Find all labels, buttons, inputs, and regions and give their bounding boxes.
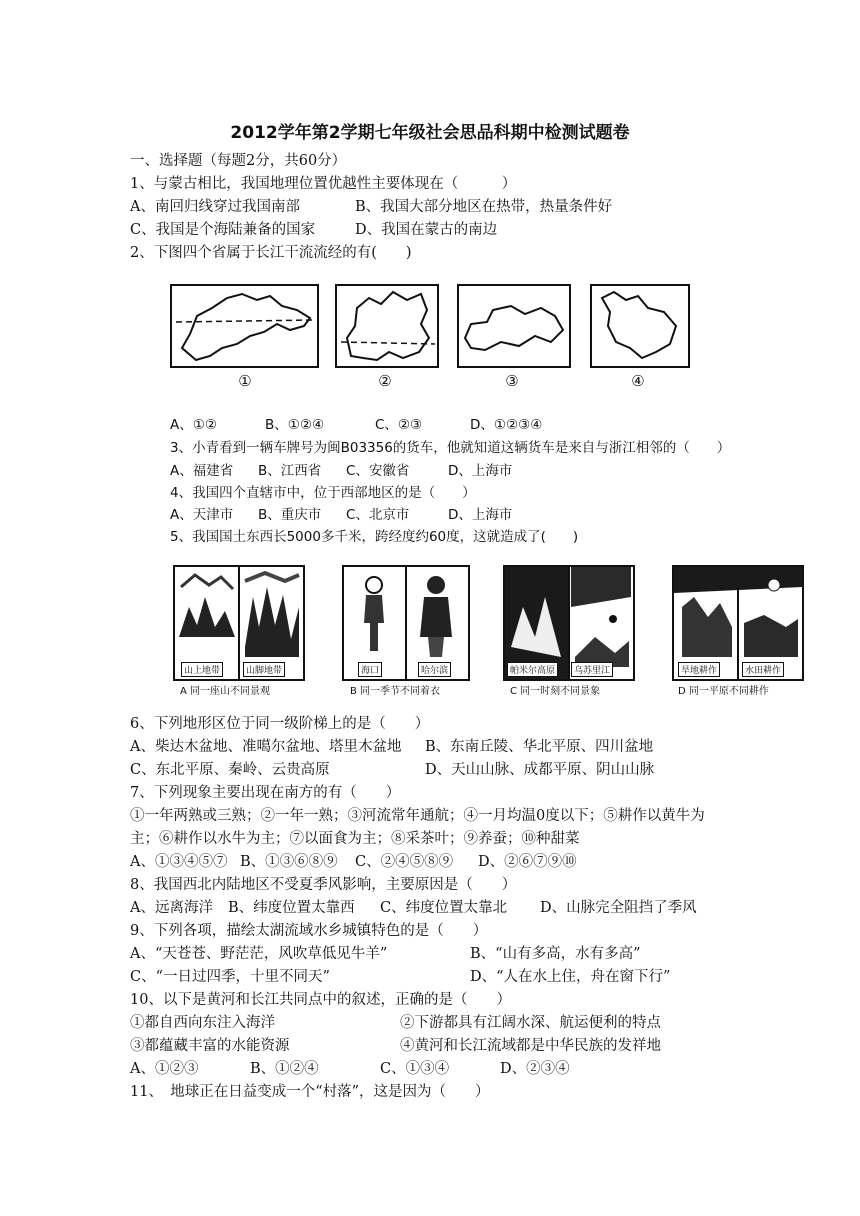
picture-b-caption: B 同一季节不同着衣 <box>350 686 441 697</box>
picture-d-caption: D 同一平原不同耕作 <box>678 686 769 697</box>
picture-a-right-label: 山脚地带 <box>243 662 285 677</box>
question-11-stem: 11、 地球正在日益变成一个“村落”，这是因为（ ） <box>130 1084 490 1100</box>
question-4-stem: 4、我国四个直辖市中，位于西部地区的是（ ） <box>170 485 476 501</box>
question-6-option-a: A、柴达木盆地、准噶尔盆地、塔里木盆地 <box>130 739 402 755</box>
question-8-option-b: B、纬度位置太靠西 <box>228 900 355 916</box>
picture-d-left-label: 旱地耕作 <box>678 662 720 677</box>
question-1-option-c: C、我国是个海陆兼备的国家 <box>130 222 316 238</box>
picture-d-right-label: 水田耕作 <box>742 662 784 677</box>
picture-c-right-label: 乌苏里江 <box>571 662 613 677</box>
question-8-option-d: D、山脉完全阻挡了季风 <box>540 900 697 916</box>
question-10-item-4: ④黄河和长江流域都是中华民族的发祥地 <box>400 1038 661 1054</box>
question-7-option-b: B、①③⑥⑧⑨ <box>240 854 338 870</box>
province-map-2 <box>335 284 439 368</box>
question-7-option-d: D、②⑥⑦⑨⑩ <box>478 854 577 870</box>
picture-b-left-label: 海口 <box>358 662 382 677</box>
question-1-option-d: D、我国在蒙古的南边 <box>355 222 498 238</box>
question-10-option-b: B、①②④ <box>250 1061 319 1077</box>
picture-a-left-label: 山上地带 <box>181 662 223 677</box>
map-label-4: ④ <box>631 372 645 390</box>
picture-d <box>672 565 804 681</box>
question-10-option-a: A、①②③ <box>130 1061 199 1077</box>
question-2-option-d: D、①②③④ <box>470 417 543 433</box>
question-4-option-b: B、重庆市 <box>258 507 322 523</box>
question-2-option-a: A、①② <box>170 417 217 433</box>
map-label-3: ③ <box>505 372 519 390</box>
question-8-option-c: C、纬度位置太靠北 <box>380 900 508 916</box>
question-4-option-a: A、天津市 <box>170 507 234 523</box>
picture-b-right-label: 哈尔滨 <box>418 662 451 677</box>
question-2-option-c: C、②③ <box>375 417 423 433</box>
province-map-1 <box>170 284 319 368</box>
question-9-option-b: B、“山有多高，水有多高” <box>470 946 641 962</box>
map-label-1: ① <box>238 372 252 390</box>
question-8-stem: 8、我国西北内陆地区不受夏季风影响，主要原因是（ ） <box>130 877 517 893</box>
question-3-stem: 3、小青看到一辆车牌号为闽B03356的货车，他就知道这辆货车是来自与浙江相邻的（ ） <box>170 440 731 456</box>
question-10-item-3: ③都蕴藏丰富的水能资源 <box>130 1038 290 1054</box>
picture-a-caption: A 同一座山不同景观 <box>180 686 271 697</box>
province-outline-3 <box>459 286 569 366</box>
question-9-stem: 9、下列各项，描绘太湖流域水乡城镇特色的是（ ） <box>130 923 488 939</box>
picture-c <box>503 565 635 681</box>
province-outline-4 <box>592 286 688 366</box>
picture-b <box>342 565 470 681</box>
question-9-option-a: A、“天苍苍、野茫茫，风吹草低见牛羊” <box>130 946 388 962</box>
question-6-option-d: D、天山山脉、成都平原、阴山山脉 <box>425 762 655 778</box>
section-heading: 一、选择题（每题2分，共60分） <box>130 153 347 169</box>
question-6-stem: 6、下列地形区位于同一级阶梯上的是（ ） <box>130 716 430 732</box>
question-8-option-a: A、远离海洋 <box>130 900 213 916</box>
question-9-option-c: C、“一日过四季，十里不同天” <box>130 969 330 985</box>
question-3-option-c: C、安徽省 <box>346 463 410 479</box>
question-9-option-d: D、“人在水上住，舟在窗下行” <box>470 969 671 985</box>
province-outline-1 <box>172 286 317 366</box>
question-7-items-line1: ①一年两熟或三熟；②一年一熟；③河流常年通航；④一月均温0度以下；⑤耕作以黄牛为 <box>130 808 705 824</box>
question-5-stem: 5、我国国土东西长5000多千米，跨经度约60度，这就造成了( ) <box>170 529 579 545</box>
picture-a <box>173 565 305 681</box>
question-1-option-b: B、我国大部分地区在热带，热量条件好 <box>355 199 613 215</box>
question-3-option-b: B、江西省 <box>258 463 322 479</box>
question-10-option-c: C、①③④ <box>380 1061 450 1077</box>
question-7-stem: 7、下列现象主要出现在南方的有（ ） <box>130 785 401 801</box>
question-4-option-c: C、北京市 <box>346 507 410 523</box>
province-map-3 <box>457 284 571 368</box>
question-1-option-a: A、南回归线穿过我国南部 <box>130 199 300 215</box>
question-10-item-2: ②下游都具有江阔水深、航运便利的特点 <box>400 1015 661 1031</box>
province-map-4 <box>590 284 690 368</box>
page-title: 2012学年第2学期七年级社会思品科期中检测试题卷 <box>230 123 630 143</box>
question-4-option-d: D、上海市 <box>448 507 513 523</box>
question-7-option-a: A、①③④⑤⑦ <box>130 854 228 870</box>
picture-c-left-label: 帕米尔高原 <box>507 662 558 677</box>
province-outline-2 <box>337 286 437 366</box>
question-10-item-1: ①都自西向东注入海洋 <box>130 1015 275 1031</box>
question-6-option-b: B、东南丘陵、华北平原、四川盆地 <box>425 739 654 755</box>
map-label-2: ② <box>378 372 392 390</box>
question-1-stem: 1、与蒙古相比，我国地理位置优越性主要体现在（ ） <box>130 176 517 192</box>
question-3-option-a: A、福建省 <box>170 463 234 479</box>
question-3-option-d: D、上海市 <box>448 463 513 479</box>
question-6-option-c: C、东北平原、秦岭、云贵高原 <box>130 762 330 778</box>
picture-c-caption: C 同一时刻不同景象 <box>510 686 601 697</box>
question-2-option-b: B、①②④ <box>265 417 325 433</box>
question-10-stem: 10、以下是黄河和长江共同点中的叙述，正确的是（ ） <box>130 992 511 1008</box>
question-7-option-c: C、②④⑤⑧⑨ <box>355 854 454 870</box>
question-7-items-line2: 主；⑥耕作以水牛为主；⑦以面食为主；⑧采茶叶；⑨养蚕；⑩种甜菜 <box>130 831 580 847</box>
question-2-stem: 2、下图四个省属于长江干流流经的有( ) <box>130 245 412 261</box>
question-10-option-d: D、②③④ <box>500 1061 570 1077</box>
